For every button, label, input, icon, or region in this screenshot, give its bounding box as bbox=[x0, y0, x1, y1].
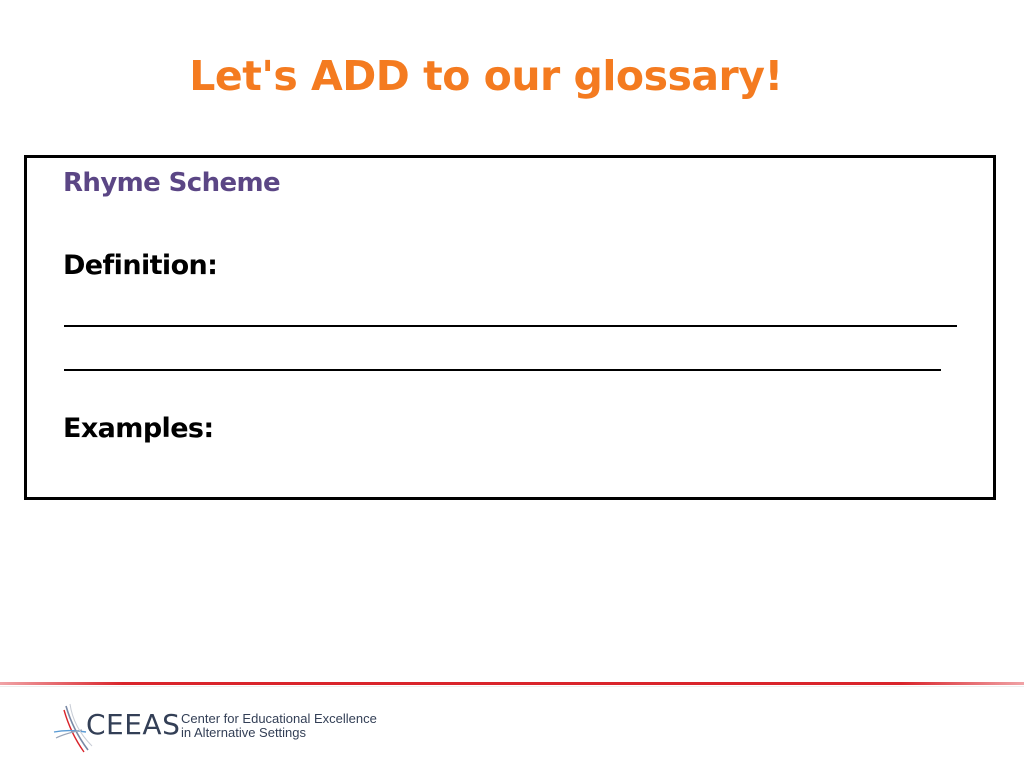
definition-blank-line bbox=[64, 325, 957, 327]
footer-divider-shadow bbox=[0, 686, 1024, 687]
logo-name-line-2: in Alternative Settings bbox=[181, 725, 307, 740]
slide-title: Let's ADD to our glossary! bbox=[189, 52, 783, 100]
logo-name-line-1: Center for Educational Excellence bbox=[181, 711, 377, 726]
glossary-term: Rhyme Scheme bbox=[63, 168, 281, 198]
footer-divider bbox=[0, 682, 1024, 685]
ceeas-logo bbox=[52, 700, 382, 754]
glossary-card bbox=[24, 155, 996, 500]
definition-label: Definition: bbox=[63, 250, 218, 281]
examples-label: Examples: bbox=[63, 413, 214, 444]
definition-blank-line bbox=[64, 369, 941, 371]
logo-acronym: CEEAS bbox=[86, 708, 181, 741]
